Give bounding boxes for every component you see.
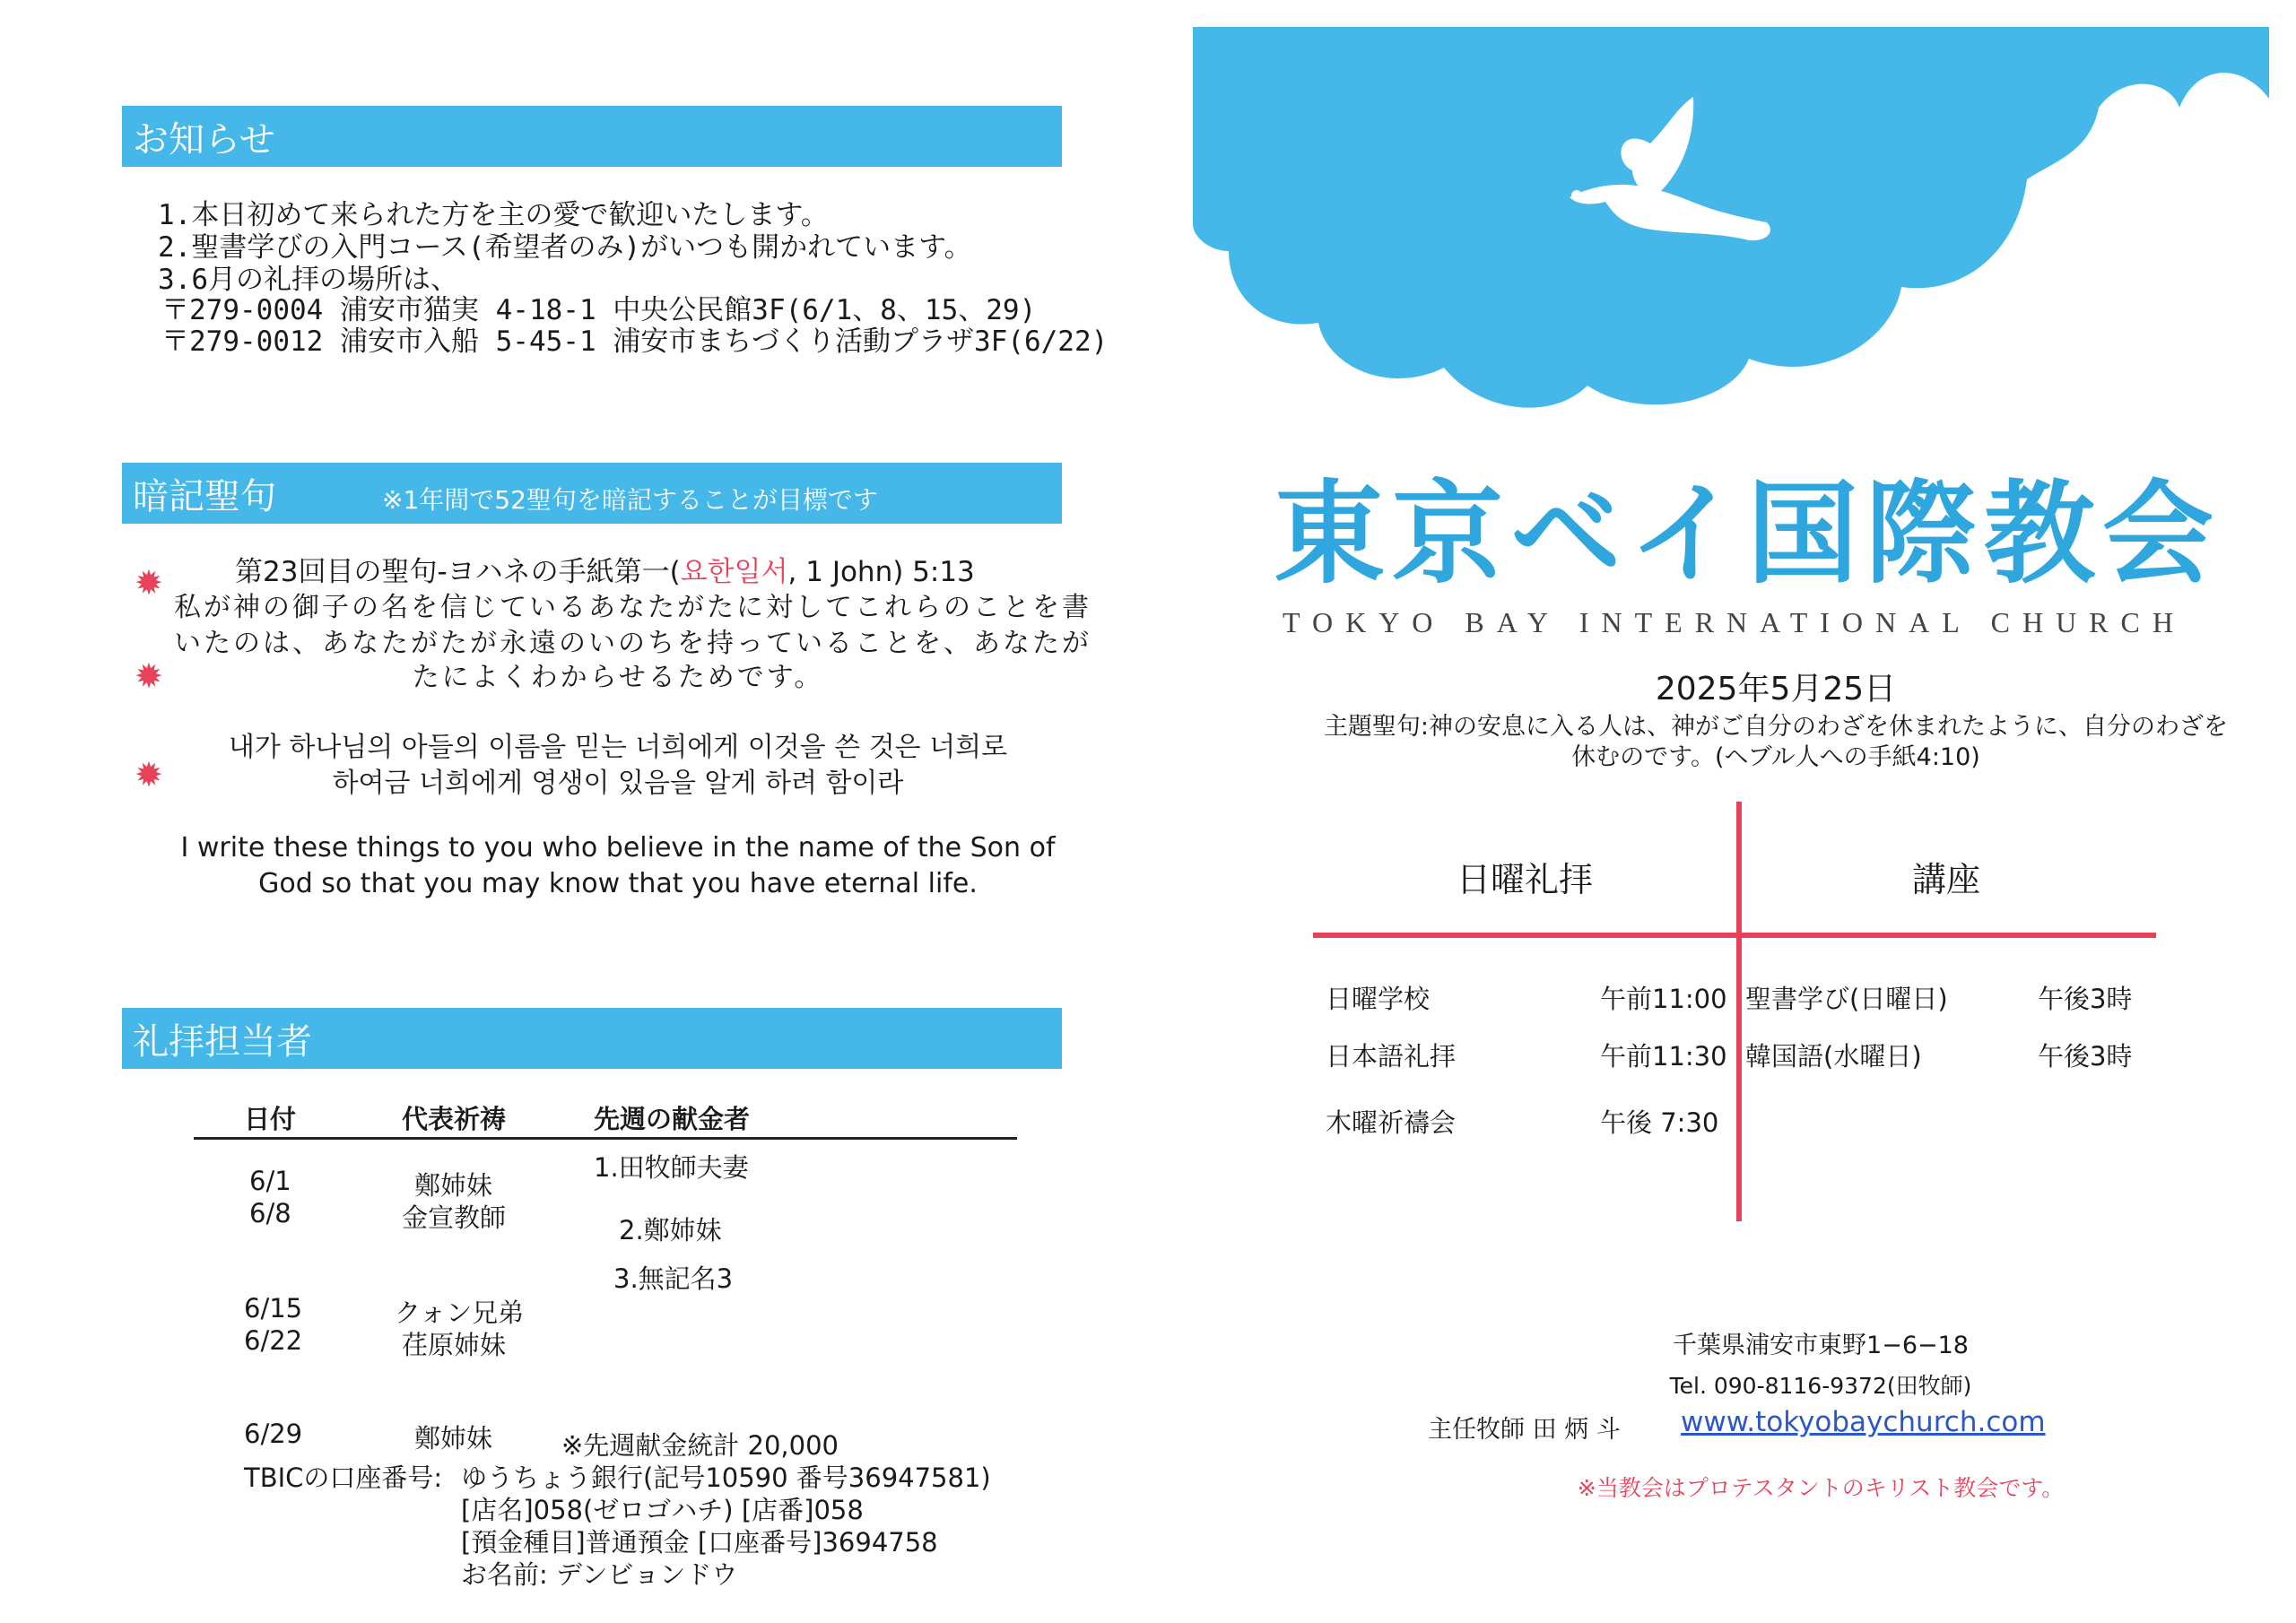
verse-en-line-1: I write these things to you who believe in the name of the Son of: [180, 832, 1056, 864]
verse-ref-prefix: 第23回目の聖句-ヨハネの手紙第一(: [235, 556, 681, 588]
verse-ref-suffix: , 1 John) 5:13: [787, 556, 975, 588]
sunday-worship-header: 日曜礼拝: [1456, 860, 1593, 899]
course-item-time: 午後3時: [2038, 984, 2133, 1014]
church-tel: Tel. 090-8116-9372(田牧師): [1669, 1373, 1972, 1399]
course-item-time: 午後3時: [2038, 1041, 2133, 1072]
sun-bullet-icon: ✹: [135, 755, 163, 794]
notices-title: お知らせ: [133, 119, 275, 161]
bulletin-date: 2025年5月25日: [1655, 671, 1897, 707]
theme-verse-line-1: 主題聖句:神の安息に入る人は、神がご自分のわざを休まれたように、自分のわざを: [1323, 713, 2229, 741]
staff-header-bar: [122, 1008, 1062, 1069]
account-label: TBICの口座番号:: [244, 1462, 443, 1493]
notice-address-1: 〒279-0004 浦安市猫実 4-18-1 中央公民館3F(6/1、8、15、29): [161, 294, 1037, 326]
schedule-cross-horizontal: [1313, 933, 2156, 938]
theme-verse-line-2: 休むのです。(ヘブル人への手紙4:10): [1571, 743, 1980, 771]
schedule-item-name: 木曜祈禱会: [1326, 1107, 1457, 1138]
staff-row-prayer: クォン兄弟: [395, 1298, 525, 1328]
schedule-item-time: 午前11:30: [1600, 1041, 1727, 1072]
verse-jp-line-1: 私が神の御子の名を信じているあなたがたに対してこれらのことを書: [174, 592, 1091, 623]
giver-2: 2.鄭姉妹: [619, 1215, 722, 1245]
verse-kr-line-2: 하여금 너희에게 영생이 있음을 알게 하려 함이라: [332, 768, 904, 799]
memory-verse-header-bar: [122, 463, 1062, 524]
church-website-link[interactable]: www.tokyobaychurch.com: [1681, 1406, 2046, 1438]
verse-jp-line-2: いたのは、あなたがたが永遠のいのちを持っていることを、あなたが: [174, 628, 1091, 659]
account-branch: [店名]058(ゼロゴハチ) [店番]058: [461, 1495, 864, 1525]
sky-banner: [1193, 27, 2269, 421]
verse-en-line-2: God so that you may know that you have eternal life.: [258, 868, 978, 899]
staff-row-date: 6/29: [244, 1419, 303, 1449]
staff-row-prayer: 荏原姉妹: [402, 1330, 507, 1360]
schedule-cross-vertical: [1736, 802, 1742, 1221]
staff-col-givers: 先週の献金者: [594, 1104, 751, 1134]
verse-jp-line-3: たによくわからせるためです。: [412, 662, 824, 693]
staff-row-date: 6/15: [244, 1293, 303, 1324]
notice-item-2: 2.聖書学びの入門コース(希望者のみ)がいつも開かれています。: [158, 231, 972, 264]
account-name: お名前: デンビョンドウ: [461, 1559, 738, 1590]
protestant-footnote: ※当教会はプロテスタントのキリスト教会です。: [1577, 1475, 2065, 1501]
schedule-item-time: 午前11:00: [1600, 984, 1727, 1014]
schedule-item-name: 日本語礼拝: [1326, 1041, 1457, 1072]
verse-ref-korean: 요한일서: [680, 556, 788, 588]
staff-col-date: 日付: [244, 1104, 297, 1134]
sun-bullet-icon: ✹: [135, 563, 163, 603]
schedule-item-time: 午後 7:30: [1600, 1107, 1719, 1138]
staff-row-date: 6/8: [249, 1198, 291, 1228]
offering-total: ※先週献金統計 20,000: [561, 1430, 839, 1461]
notice-item-3: 3.6月の礼拝の場所は、: [158, 264, 458, 296]
notice-address-2: 〒279-0012 浦安市入船 5-45-1 浦安市まちづくり活動プラザ3F(6/22): [161, 325, 1109, 358]
account-number: [預金種目]普通預金 [口座番号]3694758: [461, 1527, 938, 1558]
account-bank: ゆうちょう銀行(記号10590 番号36947581): [461, 1462, 991, 1493]
schedule-item-name: 日曜学校: [1326, 984, 1431, 1014]
sun-bullet-icon: ✹: [135, 656, 163, 696]
staff-col-prayer: 代表祈祷: [402, 1104, 507, 1134]
staff-header-rule: [194, 1137, 1017, 1140]
verse-reference: [235, 549, 975, 589]
memory-verse-note: ※1年間で52聖句を暗記することが目標です: [382, 485, 878, 515]
staff-row-prayer: 金宣教師: [402, 1202, 507, 1233]
memory-verse-title: 暗記聖句: [133, 476, 276, 517]
courses-header: 講座: [1911, 860, 1980, 899]
church-address: 千葉県浦安市東野1−6−18: [1673, 1332, 1969, 1359]
staff-title: 礼拝担当者: [133, 1021, 312, 1063]
staff-row-prayer: 鄭姉妹: [414, 1170, 493, 1201]
staff-row-date: 6/22: [244, 1325, 303, 1356]
course-item-name: 韓国語(水曜日): [1745, 1041, 1922, 1072]
giver-1: 1.田牧師夫妻: [594, 1152, 749, 1183]
notices-header-bar: [122, 106, 1062, 167]
church-name-en: TOKYO BAY INTERNATIONAL CHURCH: [1283, 606, 2186, 638]
notice-item-1: 1.本日初めて来られた方を主の愛で歓迎いたします。: [158, 199, 829, 231]
staff-row-prayer: 鄭姉妹: [414, 1423, 493, 1454]
staff-row-date: 6/1: [249, 1166, 291, 1196]
verse-kr-line-1: 내가 하나님의 아들의 이름을 믿는 너희에게 이것을 쓴 것은 너희로: [228, 732, 1008, 763]
giver-3: 3.無記名3: [613, 1263, 734, 1294]
church-name-jp: 東京ベイ国際教会: [1274, 470, 2222, 599]
pastor-name: 主任牧師 田 炳 斗: [1428, 1416, 1621, 1444]
course-item-name: 聖書学び(日曜日): [1745, 984, 1948, 1014]
